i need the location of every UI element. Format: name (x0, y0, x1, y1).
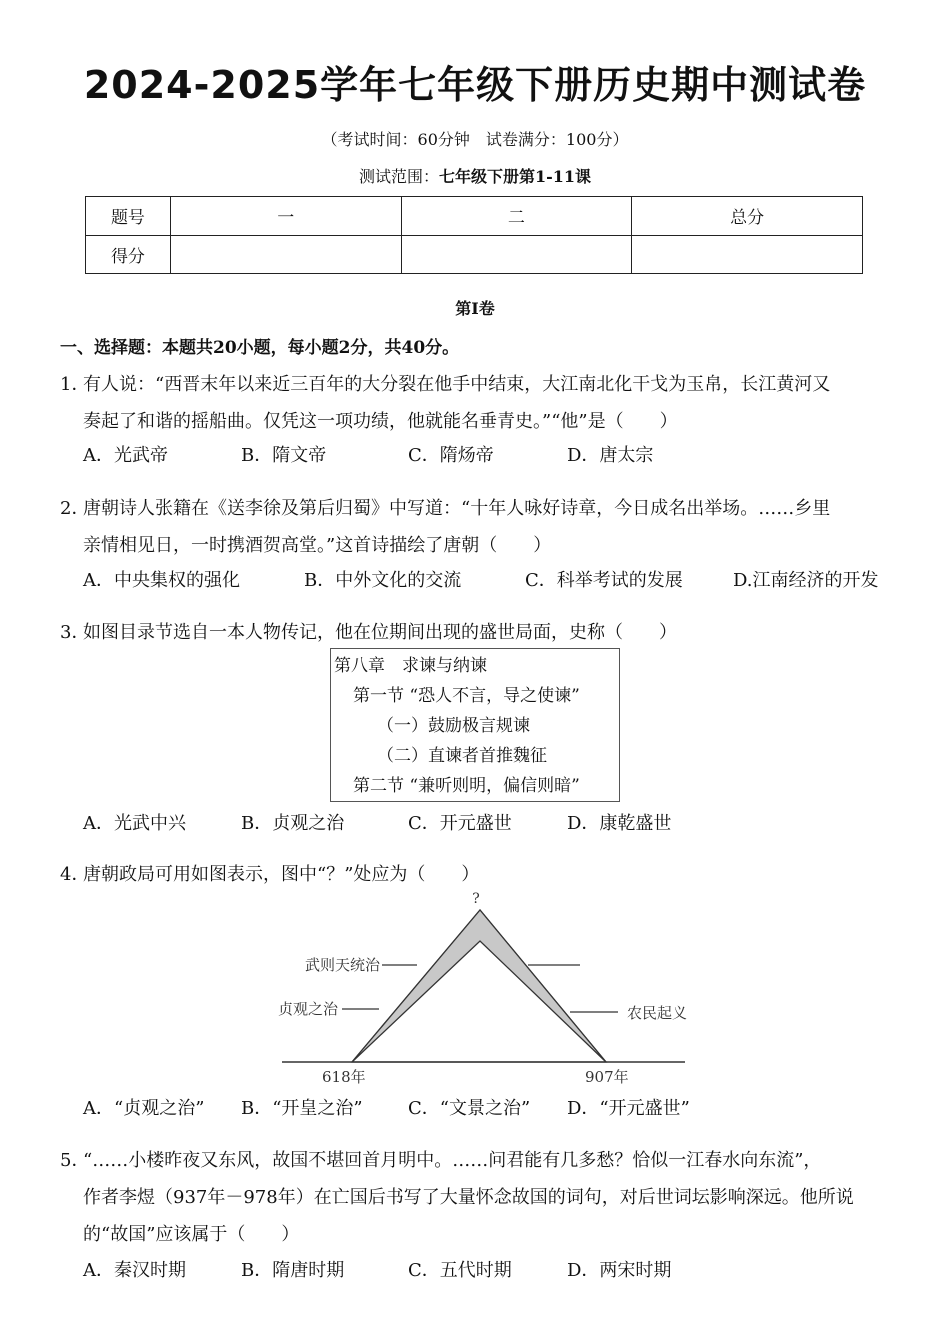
question-2 (60, 490, 900, 564)
option-a[interactable]: A．光武中兴 (83, 813, 186, 834)
question-3 (60, 614, 900, 651)
catalog-chapter: 第八章 求谏与纳谏 (334, 656, 487, 676)
option-c[interactable]: C．科举考试的发展 (525, 570, 683, 591)
question-1 (60, 366, 900, 440)
option-c[interactable]: C．“文景之治” (408, 1098, 531, 1119)
option-b[interactable]: B．贞观之治 (241, 813, 345, 834)
score-table-score-row (86, 235, 863, 274)
section-title: 第I卷 (455, 299, 495, 318)
question-line: 的“故国”应该属于（ ） (83, 1224, 300, 1245)
question-line: 如图目录节选自一本人物传记，他在位期间出现的盛世局面，史称（ ） (83, 622, 677, 643)
options-q2 (83, 566, 913, 596)
label-peasant-uprising: 农民起义 (627, 1004, 688, 1022)
question-5 (60, 1142, 900, 1253)
score-cell: 题号 (86, 197, 171, 236)
question-line: 作者李煜（937年－978年）在亡国后书写了大量怀念故国的词句，对后世词坛影响深远。他所说 (83, 1187, 854, 1208)
question-number: 1． (60, 374, 90, 395)
catalog-subsection: （一）鼓励极言规谏 (377, 716, 530, 736)
option-b[interactable]: B．中外文化的交流 (304, 570, 462, 591)
peak-question-mark: ? (472, 891, 480, 907)
option-a[interactable]: A．光武帝 (83, 445, 168, 466)
option-c[interactable]: C．开元盛世 (408, 813, 512, 834)
option-c[interactable]: C．隋炀帝 (408, 445, 494, 466)
question-line: 唐朝诗人张籍在《送李徐及第后归蜀》中写道：“十年人咏好诗章，今日成名出举场。……乡里 (83, 498, 831, 519)
label-wuzetian: 武则天统治 (305, 956, 381, 974)
catalog-section: 第二节 “兼听则明，偏信则暗” (353, 776, 580, 796)
catalog-subsection: （二）直谏者首推魏征 (377, 746, 547, 766)
option-d[interactable]: D．“开元盛世” (567, 1098, 690, 1119)
question-line: 有人说：“西晋末年以来近三百年的大分裂在他手中结束，大江南北化干戈为玉帛，长江黄河又 (83, 374, 831, 395)
score-table (85, 196, 863, 274)
catalog-section: 第一节 “恐人不言，导之使谏” (353, 686, 580, 706)
options-q4 (83, 1094, 913, 1124)
options-q1 (83, 441, 913, 471)
score-cell: 一 (170, 197, 401, 236)
book-catalog-excerpt (330, 648, 620, 802)
question-number: 2． (60, 498, 90, 519)
part-heading: 一、选择题：本题共20小题，每小题2分，共40分。 (60, 338, 460, 358)
score-cell: 二 (401, 197, 632, 236)
test-scope (0, 164, 950, 187)
score-cell: 得分 (86, 235, 171, 274)
option-d[interactable]: D．康乾盛世 (567, 813, 672, 834)
options-q3 (83, 809, 913, 839)
option-a[interactable]: A．秦汉时期 (83, 1260, 186, 1281)
question-number: 3． (60, 622, 90, 643)
label-zhenguan: 贞观之治 (278, 1000, 339, 1018)
option-d[interactable]: D．两宋时期 (567, 1260, 672, 1281)
option-b[interactable]: B．隋唐时期 (241, 1260, 345, 1281)
score-table-header-row (86, 197, 863, 236)
score-cell: 总分 (632, 197, 863, 236)
question-number: 5． (60, 1150, 90, 1171)
question-line: 奏起了和谐的摇船曲。仅凭这一项功绩，他就能名垂青史。”“他”是（ ） (83, 411, 678, 432)
option-c[interactable]: C．五代时期 (408, 1260, 512, 1281)
score-input-cell[interactable] (170, 235, 401, 274)
scope-value: 七年级下册第1-11课 (438, 167, 592, 186)
option-b[interactable]: B．“开皇之治” (241, 1098, 363, 1119)
option-d[interactable]: D.江南经济的开发 (733, 570, 879, 591)
question-line: 亲情相见日，一时携酒贺高堂。”这首诗描绘了唐朝（ ） (83, 535, 552, 556)
label-start-year: 618年 (322, 1068, 366, 1086)
score-input-cell[interactable] (401, 235, 632, 274)
tang-dynasty-diagram (270, 885, 690, 1090)
question-line: “……小楼昨夜又东风，故国不堪回首月明中。……问君能有几多愁？恰似一江春水向东流”， (83, 1150, 822, 1171)
exam-info: （考试时间：60分钟 试卷满分：100分） (321, 130, 629, 149)
option-a[interactable]: A．“贞观之治” (83, 1098, 205, 1119)
option-d[interactable]: D．唐太宗 (567, 445, 654, 466)
score-input-cell[interactable] (632, 235, 863, 274)
option-b[interactable]: B．隋文帝 (241, 445, 327, 466)
question-line: 唐朝政局可用如图表示，图中“？”处应为（ ） (83, 864, 480, 885)
options-q5 (83, 1256, 913, 1286)
label-end-year: 907年 (585, 1068, 629, 1086)
question-number: 4． (60, 864, 90, 885)
page-title: 2024-2025学年七年级下册历史期中测试卷 (83, 63, 867, 107)
option-a[interactable]: A．中央集权的强化 (83, 570, 240, 591)
scope-label: 测试范围： (358, 167, 439, 186)
